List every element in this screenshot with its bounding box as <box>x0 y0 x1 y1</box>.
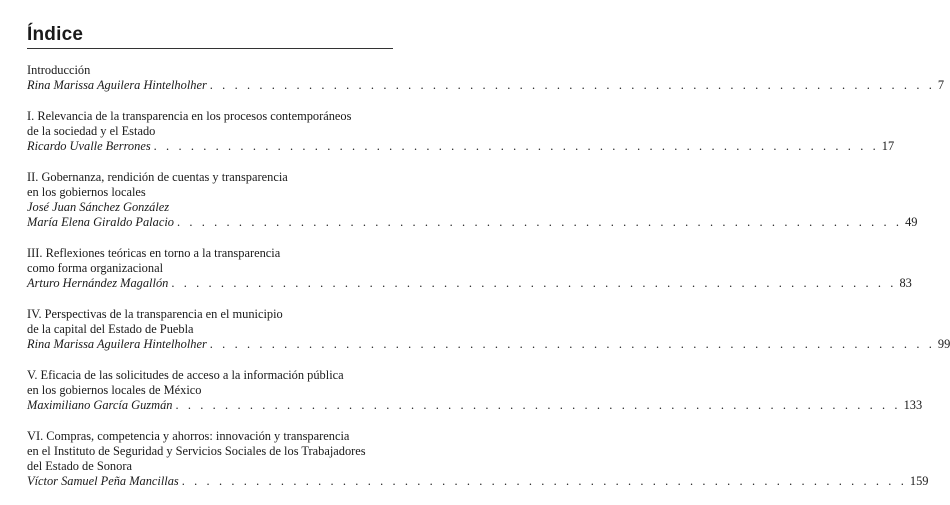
dot-leader: . . . . . . . . . . . . . . . . . . . . . . . . . . . . . . . . . . . . . . . . . . . . . . . . . . . . . . . . . . . <box>209 78 935 92</box>
entry-title: I. Relevancia de la transparencia en los procesos contemporáneos <box>27 109 352 123</box>
page-number: 159 <box>909 474 929 488</box>
entry-title: en el Instituto de Seguridad y Servicios Sociales de los Trabajadores <box>27 444 366 458</box>
entry-author: Rina Marissa Aguilera Hintelholher <box>27 78 207 92</box>
entry-author-line <box>27 398 923 413</box>
toc-entry[interactable] <box>27 429 929 489</box>
entry-title: del Estado de Sonora <box>27 459 132 473</box>
entry-author: Arturo Hernández Magallón <box>27 276 169 290</box>
entry-author: Víctor Samuel Peña Mancillas <box>27 474 179 488</box>
dot-leader: . . . . . . . . . . . . . . . . . . . . . . . . . . . . . . . . . . . . . . . . . . . . . . . . . . . . . . . . . . . <box>176 215 903 229</box>
entry-title: II. Gobernanza, rendición de cuentas y transparencia <box>27 170 288 184</box>
toc-entry[interactable] <box>27 307 950 352</box>
entry-title: V. Eficacia de las solicitudes de acceso a la información pública <box>27 368 344 382</box>
entry-title: en los gobiernos locales <box>27 185 146 199</box>
dot-leader: . . . . . . . . . . . . . . . . . . . . . . . . . . . . . . . . . . . . . . . . . . . . . . . . . . . . . . . . . . . <box>171 276 897 290</box>
dot-leader: . . . . . . . . . . . . . . . . . . . . . . . . . . . . . . . . . . . . . . . . . . . . . . . . . . . . . . . . . . . <box>175 398 901 412</box>
page-number: 49 <box>905 215 918 229</box>
dot-leader: . . . . . . . . . . . . . . . . . . . . . . . . . . . . . . . . . . . . . . . . . . . . . . . . . . . . . . . . . . . <box>209 337 935 351</box>
entry-author-line <box>27 78 945 93</box>
entry-author-line <box>27 474 929 489</box>
entry-author-line <box>27 215 918 230</box>
page-title: Índice <box>27 24 84 45</box>
entry-title: de la sociedad y el Estado <box>27 124 156 138</box>
entry-title: de la capital del Estado de Puebla <box>27 322 194 336</box>
dot-leader: . . . . . . . . . . . . . . . . . . . . . . . . . . . . . . . . . . . . . . . . . . . . . . . . . . . . . . . . . . . <box>153 139 879 153</box>
entry-title: como forma organizacional <box>27 261 164 275</box>
toc-entry[interactable] <box>27 246 912 291</box>
page-number: 83 <box>899 276 912 290</box>
page-number: 7 <box>937 78 945 92</box>
toc-entry[interactable] <box>27 109 895 154</box>
toc-entry[interactable] <box>27 368 923 413</box>
entry-author-line <box>27 337 950 352</box>
dot-leader: . . . . . . . . . . . . . . . . . . . . . . . . . . . . . . . . . . . . . . . . . . . . . . . . . . . . . . . . . . . <box>181 474 907 488</box>
entry-author: Maximiliano García Guzmán <box>27 398 173 412</box>
toc-page <box>27 22 950 505</box>
toc-entry[interactable] <box>27 63 945 93</box>
entry-author-line <box>27 139 895 154</box>
entry-author-line <box>27 276 912 291</box>
entry-title: IV. Perspectivas de la transparencia en el municipio <box>27 307 283 321</box>
entry-title: Introducción <box>27 63 91 77</box>
entry-title: III. Reflexiones teóricas en torno a la transparencia <box>27 246 281 260</box>
page-number: 133 <box>903 398 923 412</box>
entry-author: María Elena Giraldo Palacio <box>27 215 174 229</box>
entry-author: Ricardo Uvalle Berrones <box>27 139 151 153</box>
entry-title: VI. Compras, competencia y ahorros: innovación y transparencia <box>27 429 350 443</box>
page-number: 17 <box>881 139 895 153</box>
entry-title: en los gobiernos locales de México <box>27 383 202 397</box>
page-number: 99 <box>937 337 950 351</box>
toc-entry[interactable] <box>27 170 918 230</box>
entry-author: José Juan Sánchez González <box>27 200 170 214</box>
entry-author: Rina Marissa Aguilera Hintelholher <box>27 337 207 351</box>
title-rule <box>27 48 393 49</box>
